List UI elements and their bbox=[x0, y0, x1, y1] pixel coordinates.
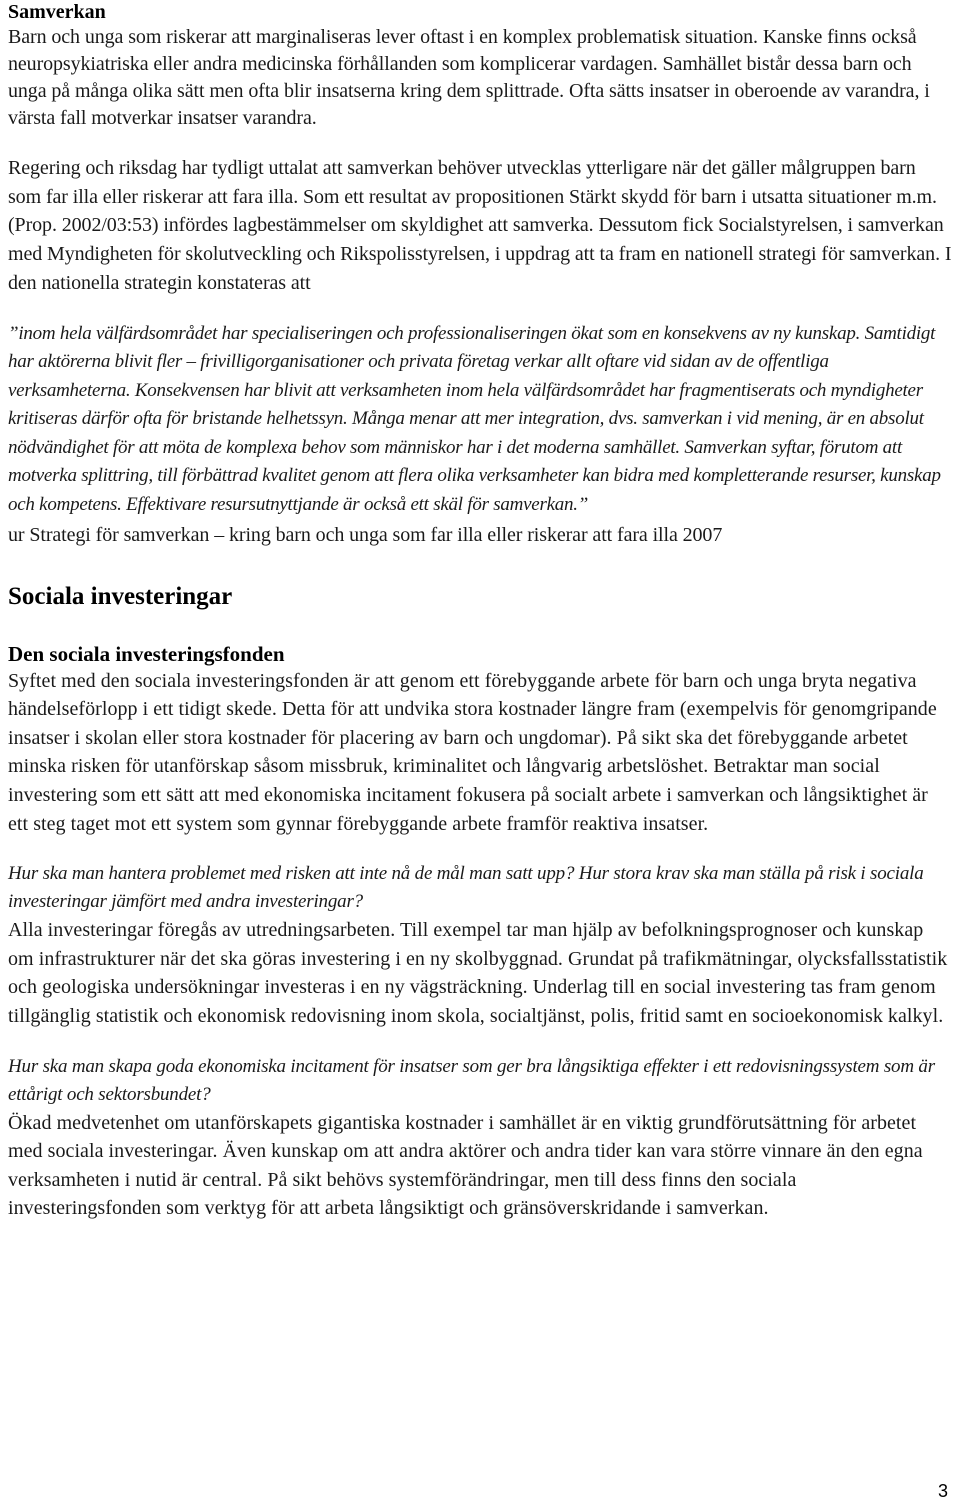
section-sociala-investeringar bbox=[8, 582, 952, 1223]
fund-purpose-paragraph: Syftet med den sociala investeringsfonden är att genom ett förebyggande arbete för barn och unga bryta negativa händelseförlopp i ett tidigt skede. Detta för att undvika stora kostnader längre fram (exempelvis för genomgripande insatser i skolan eller stora kostnader för placering av barn och ungdomar). På sikt ska det förebyggande arbetet minska risken för utanförskap såsom missbruk, kriminalitet och långvarig arbetslöshet. Betraktar man social investering som ett sätt att med ekonomiska incitament fokusera på socialt arbete i samverkan och långsiktighet är ett steg taget mot ett system som gynnar förebyggande arbete framför reaktiva insatser. bbox=[8, 669, 937, 835]
answer-risk: Alla investeringar föregås av utredningsarbeten. Till exempel tar man hjälp av befolkningsprognoser och kunskap om infrastrukturer när det ska göras investering i en ny skolbyggnad. Grundat på trafikmätningar, olycksfallsstatistik och geologiska undersökningar investeras i en ny vägsträckning. Underlag till en social investering tas fram genom tillgänglig statistik och ekonomisk redovisning inom skola, socialtjänst, polis, fritid samt en socioekonomisk kalkyl. bbox=[8, 919, 948, 1028]
answer-incentives: Ökad medvetenhet om utanförskapets gigantiska kostnader i samhället är en viktig grundförutsättning för arbetet med sociala investeringar. Även kunskap om att andra aktörer och andra tider kan vara större vinnare än den egna verksamheten i nutid är central. På sikt behövs systemförändringar, men till dess finns den sociala investeringsfonden som verktyg för att arbeta långsiktigt och gränsöverskridande i samverkan. bbox=[8, 1111, 923, 1220]
question-incentives: Hur ska man skapa goda ekonomiska incitament för insatser som ger bra långsiktiga effekter i ett redovisningssystem som är ettårigt och sektorsbundet? bbox=[8, 1055, 935, 1105]
subheading: Den sociala investeringsfonden bbox=[8, 641, 285, 666]
page-number: 3 bbox=[938, 1481, 949, 1501]
document-page bbox=[8, 0, 952, 1223]
intro-paragraph: Barn och unga som riskerar att marginaliseras lever oftast i en komplex problematisk situation. Kanske finns också neuropsykiatriska eller andra medicinska förhållanden som komplicerar vardagen. Samhället bistår dessa barn och unga på många olika sätt men ofta blir insatserna kring dem splittrade. Ofta sätts insatser in oberoende av varandra, i värsta fall motverkar insatser varandra. bbox=[8, 26, 930, 129]
question-risk: Hur ska man hantera problemet med risken att inte nå de mål man satt upp? Hur stora krav ska man ställa på risk i sociala investeringar jämfört med andra investeringar? bbox=[8, 863, 924, 913]
strategy-quote: ”inom hela välfärdsområdet har specialiseringen och professionaliseringen ökat som en konsekvens av ny kunskap. Samtidigt har aktörerna blivit fler – frivilligorganisationer och privata företag verkar allt oftare vid sidan av de offentliga verksamheterna. Konsekvensen har blivit att verksamheten inom hela välfärdsområdet har fragmentiserats och myndigheter kritiseras därför ofta för bristande helhetssyn. Många menar att mer integration, dvs. samverkan i vid mening, är en absolut nödvändighet för att möta de komplexa behov som människor har i det moderna samhället. Samverkan syftar, förutom att motverka splittring, till förbättrad kvalitet genom att flera olika verksamheter kan bidra med kompletterande resurser, kunskap och kompetens. Effektivare resursutnyttjande är också ett skäl för samverkan.” bbox=[8, 322, 941, 516]
quote-source: ur Strategi för samverkan – kring barn och unga som far illa eller riskerar att fara illa 2007 bbox=[8, 523, 723, 546]
policy-paragraph: Regering och riksdag har tydligt uttalat att samverkan behöver utvecklas ytterligare när det gäller målgruppen barn som far illa eller riskerar att fara illa. Som ett resultat av propositionen Stärkt skydd för barn i utsatta situationer m.m. (Prop. 2002/03:53) infördes lagbestämmelser om skyldighet att samverka. Dessutom fick Socialstyrelsen, i samverkan med Myndigheten för skolutveckling och Rikspolisstyrelsen, i uppdrag att ta fram en nationell strategi för samverkan. I den nationella strategin konstateras att bbox=[8, 157, 952, 294]
main-heading: Sociala investeringar bbox=[8, 582, 233, 610]
section-samverkan bbox=[8, 0, 952, 549]
section-title: Samverkan bbox=[8, 1, 106, 23]
